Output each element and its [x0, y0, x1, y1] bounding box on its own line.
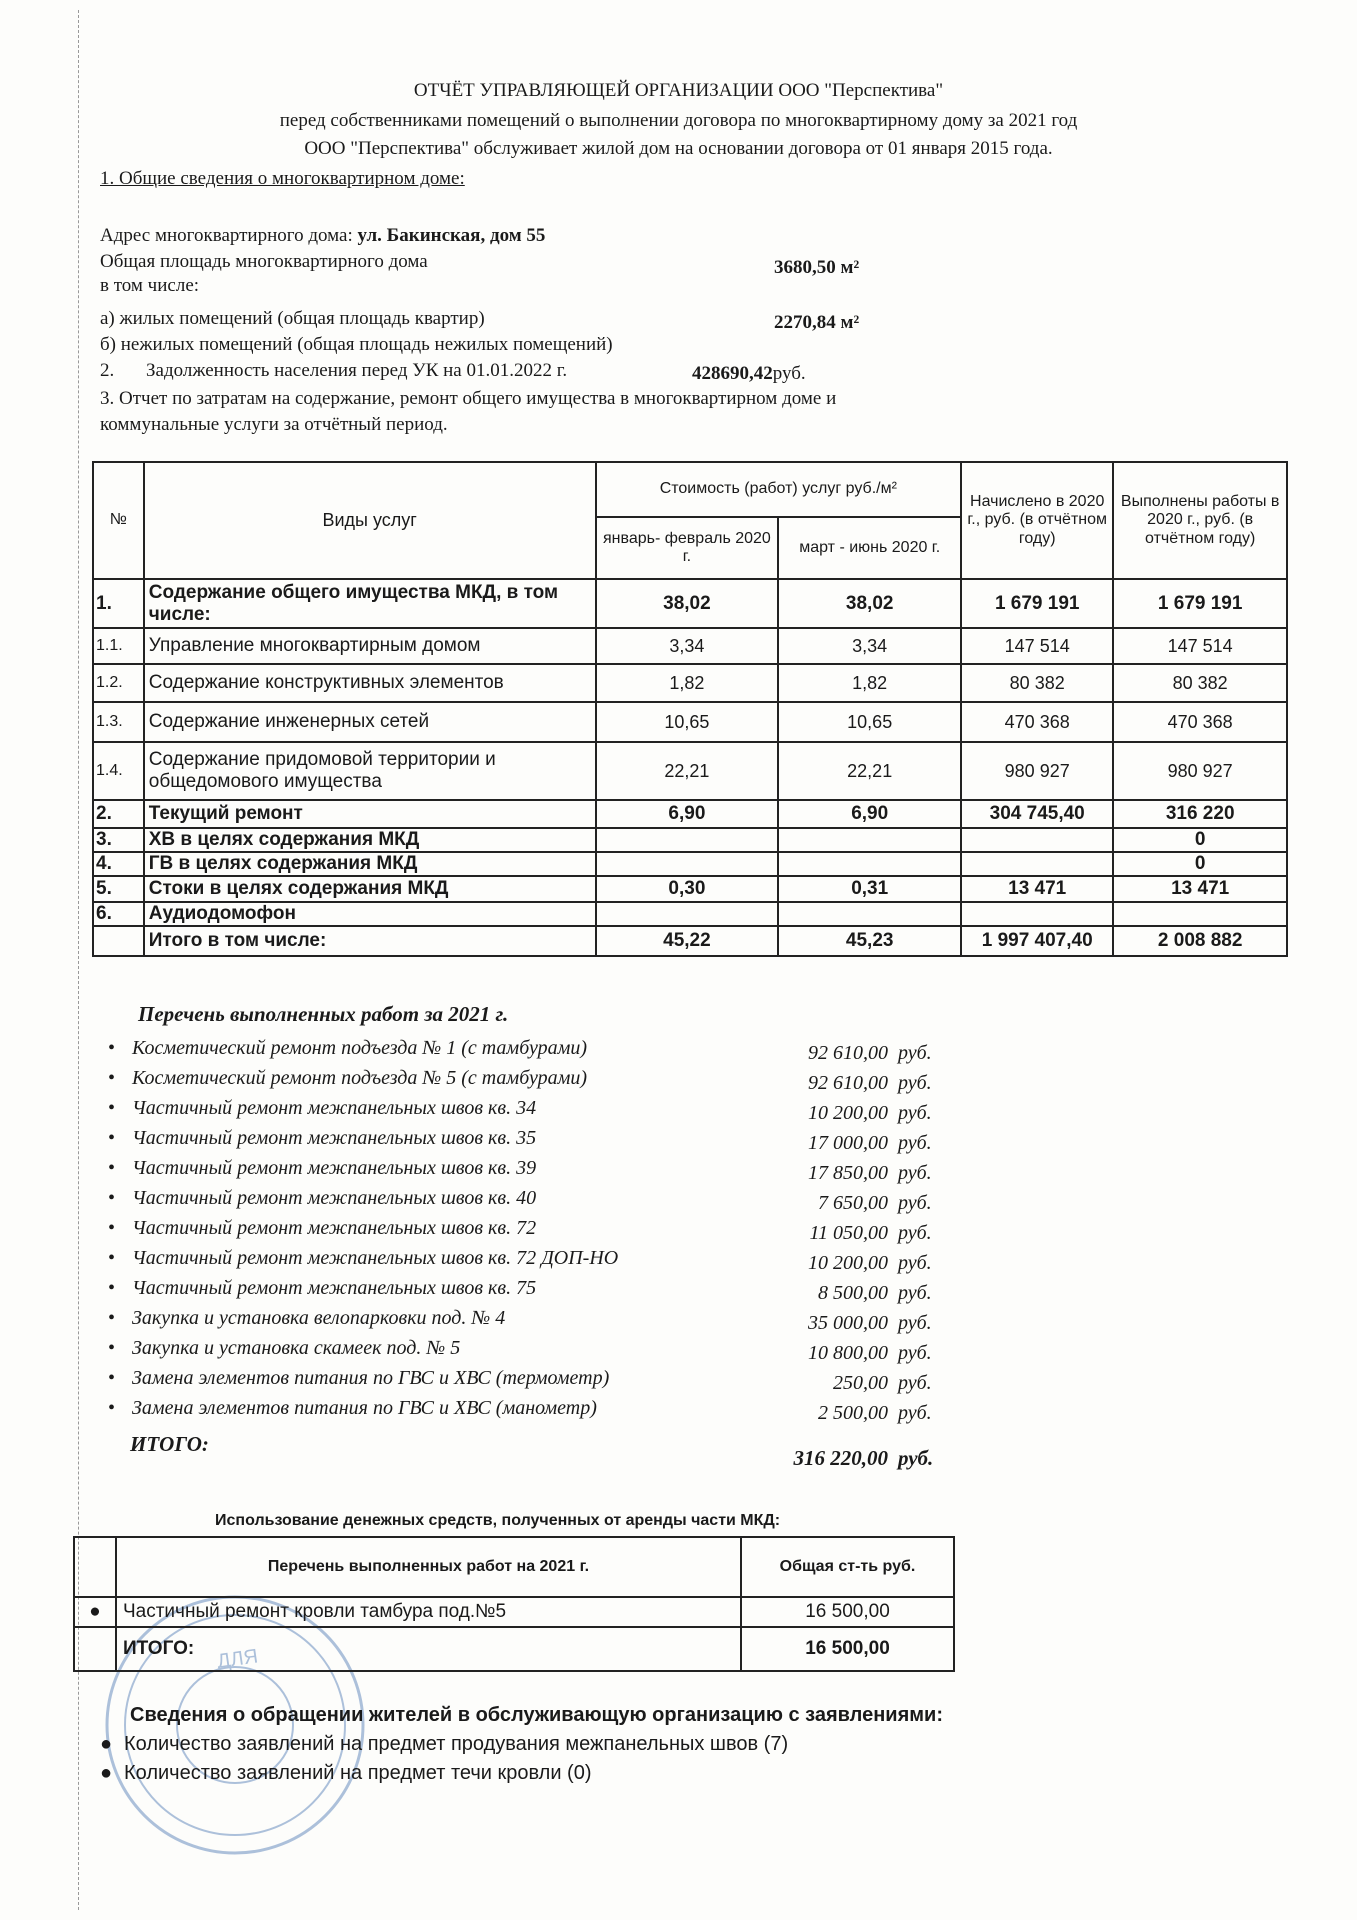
row-done: 1 679 191 [1113, 579, 1287, 628]
row-accrued [961, 828, 1113, 852]
row-accrued: 147 514 [961, 628, 1113, 664]
row-num: 1.3. [93, 702, 144, 742]
bullet-icon: • [108, 1097, 116, 1119]
work-unit: руб. [898, 1342, 932, 1364]
row-p1 [596, 828, 779, 852]
row-num: 1. [93, 579, 144, 628]
work-amount-line [740, 1192, 946, 1215]
works-title: Перечень выполненных работ за 2021 г. [138, 1002, 509, 1026]
row-done: 2 008 882 [1113, 926, 1287, 956]
row-p1: 22,21 [596, 742, 779, 800]
works-total-amount: 316 220,00 [793, 1446, 888, 1470]
work-name: Закупка и установка велопарковки под. № 4 [132, 1307, 506, 1329]
table-row [93, 664, 1287, 702]
work-name: Частичный ремонт межпанельных швов кв. 75 [132, 1277, 537, 1299]
row-accrued: 80 382 [961, 664, 1113, 702]
work-amount-line [740, 1042, 946, 1065]
rent-title: Использование денежных средств, полученных от аренды части МКД: [215, 1512, 781, 1529]
row-accrued: 13 471 [961, 876, 1113, 902]
work-name: Косметический ремонт подъезда № 5 (с тамбурами) [132, 1067, 588, 1089]
bullet-icon: • [108, 1067, 116, 1089]
row-p1: 6,90 [596, 800, 779, 828]
row-accrued [961, 902, 1113, 926]
list-item [108, 1337, 460, 1360]
bullet-icon: • [108, 1157, 116, 1179]
work-unit: руб. [898, 1042, 932, 1064]
bullet-icon: • [108, 1397, 116, 1419]
work-name: Косметический ремонт подъезда № 1 (с тамбурами) [132, 1037, 588, 1059]
row-done: 470 368 [1113, 702, 1287, 742]
debt-label: Задолженность населения перед УК на 01.01.2022 г. [146, 360, 568, 381]
header-cost: Стоимость (работ) услуг руб./м² [596, 462, 962, 517]
list-item [108, 1307, 505, 1330]
table-row [93, 800, 1287, 828]
bullet-icon: ● [100, 1762, 113, 1784]
svg-text:ДЛЯ: ДЛЯ [215, 1645, 260, 1673]
rent-total-blank [74, 1627, 116, 1671]
row-p2: 0,31 [778, 876, 961, 902]
row-num: 1.4. [93, 742, 144, 800]
debt-value: 428690,42 [692, 363, 773, 384]
row-p2 [778, 902, 961, 926]
rent-work-cost: 16 500,00 [741, 1597, 954, 1627]
works-total-label: ИТОГО: [130, 1432, 209, 1456]
work-name: Частичный ремонт межпанельных швов кв. 72 [132, 1217, 537, 1239]
row-p1 [596, 852, 779, 876]
work-amount: 8 500,00 [818, 1282, 888, 1304]
table-row [74, 1597, 954, 1627]
list-item [108, 1097, 536, 1120]
bullet-icon: • [108, 1367, 116, 1389]
works-total-unit: руб. [898, 1446, 934, 1470]
work-name: Частичный ремонт межпанельных швов кв. 40 [132, 1187, 537, 1209]
row-service: Аудиодомофон [144, 902, 596, 926]
header-num: № [93, 462, 144, 579]
row-num: 1.1. [93, 628, 144, 664]
row-done: 316 220 [1113, 800, 1287, 828]
row-p2: 22,21 [778, 742, 961, 800]
rent-table [73, 1536, 955, 1672]
row-service: Текущий ремонт [144, 800, 596, 828]
row-service: Стоки в целях содержания МКД [144, 876, 596, 902]
list-item [108, 1067, 587, 1090]
row-p2: 45,23 [778, 926, 961, 956]
rent-header-works: Перечень выполненных работ на 2021 г. [116, 1537, 741, 1597]
work-name: Замена элементов питания по ГВС и ХВС (манометр) [132, 1397, 597, 1419]
total-area-label: Общая площадь многоквартирного дома [100, 251, 428, 272]
row-p1: 10,65 [596, 702, 779, 742]
costs-intro-line2: коммунальные услуги за отчётный период. [100, 414, 448, 435]
work-amount-line [740, 1162, 946, 1185]
debt-value-line [692, 363, 806, 385]
work-amount: 10 800,00 [808, 1342, 888, 1364]
row-accrued: 980 927 [961, 742, 1113, 800]
debt-num: 2. [100, 360, 115, 381]
work-amount-line [740, 1222, 946, 1245]
row-p2: 6,90 [778, 800, 961, 828]
work-name: Частичный ремонт межпанельных швов кв. 72 ДОП-НО [132, 1247, 619, 1269]
report-basis: ООО "Перспектива" обслуживает жилой дом на основании договора от 01 января 2015 года. [304, 138, 1053, 159]
bullet-icon: • [108, 1307, 116, 1329]
bullet-icon: • [108, 1247, 116, 1269]
table-row-total [93, 926, 1287, 956]
work-amount-line [740, 1402, 946, 1425]
row-num: 6. [93, 902, 144, 926]
work-unit: руб. [898, 1282, 932, 1304]
address-label: Адрес многоквартирного дома: [100, 225, 358, 246]
row-done: 0 [1113, 852, 1287, 876]
work-amount-line [740, 1372, 946, 1395]
work-unit: руб. [898, 1162, 932, 1184]
row-p2: 1,82 [778, 664, 961, 702]
works-total-line [740, 1446, 946, 1471]
row-p1: 1,82 [596, 664, 779, 702]
including-label: в том числе: [100, 275, 200, 296]
row-done [1113, 902, 1287, 926]
row-done: 0 [1113, 828, 1287, 852]
bullet-icon: ● [74, 1597, 116, 1627]
section1-title: 1. Общие сведения о многоквартирном доме: [100, 168, 465, 189]
table-row [93, 876, 1287, 902]
header-service-type: Виды услуг [144, 462, 596, 579]
row-service: Итого в том числе: [144, 926, 596, 956]
work-amount-line [740, 1132, 946, 1155]
bullet-icon: ● [100, 1733, 113, 1755]
work-amount-line [740, 1252, 946, 1275]
table-row [93, 702, 1287, 742]
row-num: 4. [93, 852, 144, 876]
table-row-total [74, 1627, 954, 1671]
work-unit: руб. [898, 1102, 932, 1124]
row-done: 980 927 [1113, 742, 1287, 800]
row-accrued: 1 997 407,40 [961, 926, 1113, 956]
list-item [100, 1733, 788, 1756]
address-value: ул. Бакинская, дом 55 [357, 225, 546, 246]
row-p2 [778, 828, 961, 852]
work-amount-line [740, 1312, 946, 1335]
list-item [108, 1037, 587, 1060]
list-item [108, 1367, 609, 1390]
work-amount-line [740, 1282, 946, 1305]
row-accrued: 470 368 [961, 702, 1113, 742]
living-area-label: а) жилых помещений (общая площадь квартир) [100, 308, 485, 329]
list-item [108, 1217, 536, 1240]
address-line [100, 225, 545, 247]
row-p1 [596, 902, 779, 926]
work-unit: руб. [898, 1222, 932, 1244]
header-period-mar-jun: март - июнь 2020 г. [778, 517, 961, 579]
row-p1: 0,30 [596, 876, 779, 902]
work-amount: 10 200,00 [808, 1102, 888, 1124]
row-num: 1.2. [93, 664, 144, 702]
rent-header-blank [74, 1537, 116, 1597]
list-item [108, 1157, 536, 1180]
work-amount: 92 610,00 [808, 1042, 888, 1064]
row-p2: 10,65 [778, 702, 961, 742]
list-item [108, 1247, 618, 1270]
row-p2: 38,02 [778, 579, 961, 628]
request-text: Количество заявлений на предмет течи кровли (0) [124, 1762, 592, 1784]
work-amount-line [740, 1072, 946, 1095]
bullet-icon: • [108, 1277, 116, 1299]
table-row [93, 828, 1287, 852]
row-num [93, 926, 144, 956]
table-row [93, 628, 1287, 664]
work-amount: 35 000,00 [808, 1312, 888, 1334]
list-item [108, 1127, 536, 1150]
work-unit: руб. [898, 1132, 932, 1154]
bullet-icon: • [108, 1037, 116, 1059]
work-name: Закупка и установка скамеек под. № 5 [132, 1337, 461, 1359]
row-done: 147 514 [1113, 628, 1287, 664]
row-service: ГВ в целях содержания МКД [144, 852, 596, 876]
work-unit: руб. [898, 1402, 932, 1424]
table-row [93, 742, 1287, 800]
work-unit: руб. [898, 1312, 932, 1334]
rent-header-cost: Общая ст-ть руб. [741, 1537, 954, 1597]
work-amount: 11 050,00 [809, 1222, 888, 1244]
bullet-icon: • [108, 1127, 116, 1149]
row-service: Управление многоквартирным домом [144, 628, 596, 664]
work-unit: руб. [898, 1252, 932, 1274]
row-service: ХВ в целях содержания МКД [144, 828, 596, 852]
row-p2 [778, 852, 961, 876]
work-unit: руб. [898, 1372, 932, 1394]
report-subtitle: перед собственниками помещений о выполнении договора по многоквартирному дому за 2021 год [279, 110, 1078, 131]
list-item [108, 1187, 536, 1210]
list-item [100, 1762, 592, 1785]
header-period-jan-feb: январь- февраль 2020 г. [596, 517, 779, 579]
work-amount-line [740, 1342, 946, 1365]
nonliving-area-label: б) нежилых помещений (общая площадь нежилых помещений) [100, 334, 613, 355]
row-p2: 3,34 [778, 628, 961, 664]
row-num: 3. [93, 828, 144, 852]
total-area-value: 3680,50 м² [774, 257, 860, 278]
row-num: 5. [93, 876, 144, 902]
costs-intro-line1: 3. Отчет по затратам на содержание, ремонт общего имущества в многоквартирном доме и [100, 388, 837, 409]
work-name: Частичный ремонт межпанельных швов кв. 39 [132, 1157, 537, 1179]
row-accrued: 1 679 191 [961, 579, 1113, 628]
row-p1: 38,02 [596, 579, 779, 628]
work-name: Замена элементов питания по ГВС и ХВС (термометр) [132, 1367, 610, 1389]
work-amount: 2 500,00 [818, 1402, 888, 1424]
rent-total-label: ИТОГО: [116, 1627, 741, 1671]
work-amount: 10 200,00 [808, 1252, 888, 1274]
header-accrued: Начислено в 2020 г., руб. (в отчётном году) [961, 462, 1113, 579]
work-name: Частичный ремонт межпанельных швов кв. 34 [132, 1097, 537, 1119]
work-name: Частичный ремонт межпанельных швов кв. 35 [132, 1127, 537, 1149]
work-amount: 17 850,00 [808, 1162, 888, 1184]
row-p1: 45,22 [596, 926, 779, 956]
header-done: Выполнены работы в 2020 г., руб. (в отчётном году) [1113, 462, 1287, 579]
report-title: ОТЧЁТ УПРАВЛЯЮЩЕЙ ОРГАНИЗАЦИИ ООО "Перспектива" [413, 80, 944, 101]
requests-title: Сведения о обращении жителей в обслуживающую организацию с заявлениями: [130, 1704, 943, 1726]
work-amount: 92 610,00 [808, 1072, 888, 1094]
row-service: Содержание инженерных сетей [144, 702, 596, 742]
work-amount-line [740, 1102, 946, 1125]
bullet-icon: • [108, 1337, 116, 1359]
row-p1: 3,34 [596, 628, 779, 664]
row-num: 2. [93, 800, 144, 828]
rent-total-cost: 16 500,00 [741, 1627, 954, 1671]
debt-unit: руб. [772, 363, 806, 384]
table-row [93, 902, 1287, 926]
bullet-icon: • [108, 1217, 116, 1239]
row-accrued [961, 852, 1113, 876]
work-unit: руб. [898, 1192, 932, 1214]
list-item [108, 1277, 536, 1300]
rent-work-name: Частичный ремонт кровли тамбура под.№5 [116, 1597, 741, 1627]
living-area-value: 2270,84 м² [774, 312, 860, 333]
row-service: Содержание конструктивных элементов [144, 664, 596, 702]
row-service: Содержание придомовой территории и общедомового имущества [144, 742, 596, 800]
work-amount: 250,00 [833, 1372, 888, 1394]
services-table [92, 461, 1288, 957]
bullet-icon: • [108, 1187, 116, 1209]
work-unit: руб. [898, 1072, 932, 1094]
request-text: Количество заявлений на предмет продувания межпанельных швов (7) [124, 1733, 789, 1755]
table-row [93, 852, 1287, 876]
work-amount: 7 650,00 [818, 1192, 888, 1214]
table-row [93, 579, 1287, 628]
row-done: 13 471 [1113, 876, 1287, 902]
work-amount: 17 000,00 [808, 1132, 888, 1154]
row-done: 80 382 [1113, 664, 1287, 702]
list-item [108, 1397, 597, 1420]
row-accrued: 304 745,40 [961, 800, 1113, 828]
row-service: Содержание общего имущества МКД, в том числе: [144, 579, 596, 628]
